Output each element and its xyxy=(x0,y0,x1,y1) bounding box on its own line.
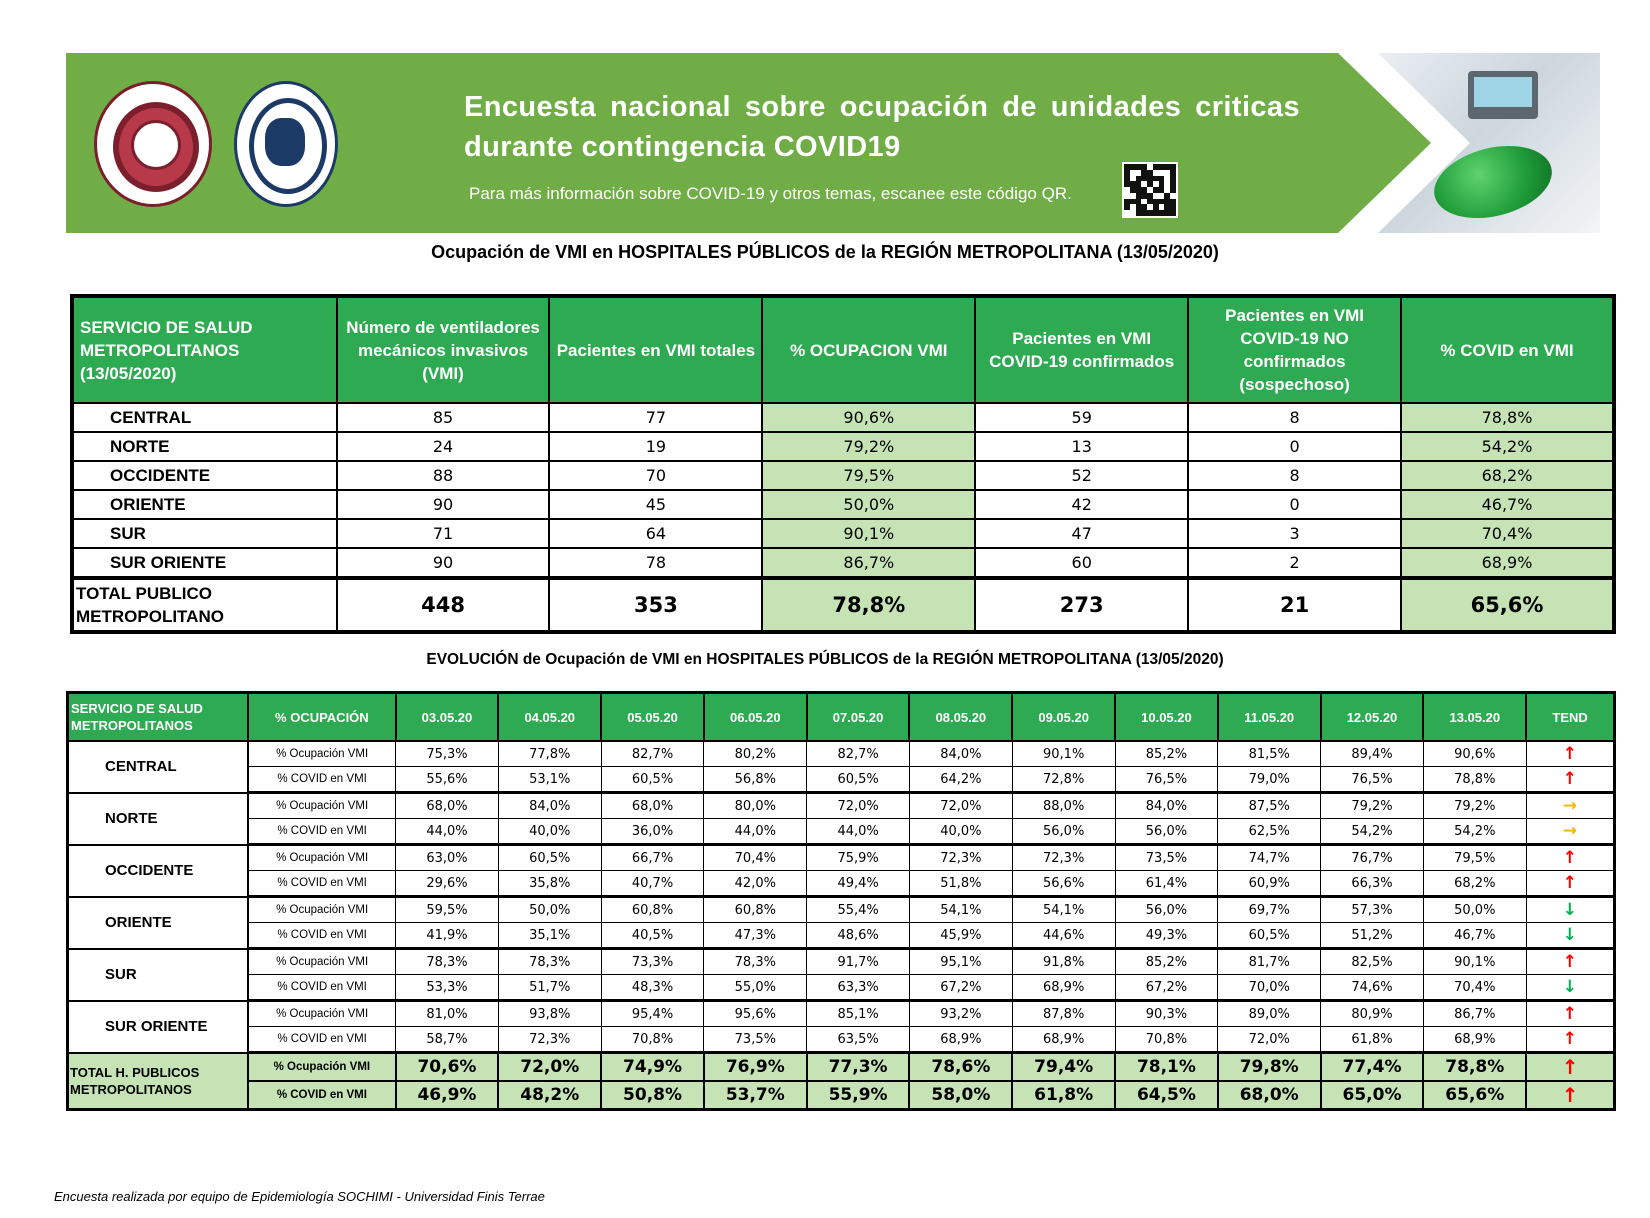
banner-title: Encuesta nacional sobre ocupación de unidades criticas durante contingencia COVID19 xyxy=(464,91,1300,163)
table2-title: EVOLUCIÓN de Ocupación de VMI en HOSPITALES PÚBLICOS de la REGIÓN METROPOLITANA (13/05/2020) xyxy=(426,651,1224,668)
data-cell: 70,4% xyxy=(704,845,807,871)
data-cell: 24 xyxy=(337,432,550,461)
data-cell: 50,0% xyxy=(498,897,601,923)
total-row xyxy=(72,578,1614,632)
metric-label: % COVID en VMI xyxy=(248,767,395,793)
total-cell: 65,6% xyxy=(1401,578,1614,632)
data-cell: 45 xyxy=(549,490,762,519)
occupancy-table xyxy=(70,294,1616,634)
table-row xyxy=(68,1001,1615,1027)
data-cell: 76,5% xyxy=(1115,767,1218,793)
column-header: 09.05.20 xyxy=(1012,693,1115,742)
data-cell: 77,8% xyxy=(498,741,601,767)
data-cell: 58,7% xyxy=(396,1027,499,1053)
data-cell: 90 xyxy=(337,548,550,578)
column-header: Número de ventiladores mecánicos invasivos (VMI) xyxy=(337,296,550,403)
data-cell: 68,0% xyxy=(601,793,704,819)
data-cell: 54,1% xyxy=(1012,897,1115,923)
service-name: TOTAL H. PUBLICOS METROPOLITANOS xyxy=(68,1053,249,1110)
metric-label: % COVID en VMI xyxy=(248,1027,395,1053)
data-cell: 78,1% xyxy=(1115,1053,1218,1082)
qr-code-icon[interactable] xyxy=(1122,162,1178,218)
data-cell: 85,2% xyxy=(1115,949,1218,975)
data-cell: 85,2% xyxy=(1115,741,1218,767)
column-header: 03.05.20 xyxy=(396,693,499,742)
data-cell: 78,6% xyxy=(909,1053,1012,1082)
data-cell: 70 xyxy=(549,461,762,490)
data-cell: 91,8% xyxy=(1012,949,1115,975)
data-cell: 90,3% xyxy=(1115,1001,1218,1027)
metric-label: % Ocupación VMI xyxy=(248,949,395,975)
data-cell: 64,5% xyxy=(1115,1081,1218,1110)
arrow-down-icon: ↓ xyxy=(1526,923,1614,949)
arrow-up-icon: ↑ xyxy=(1526,949,1614,975)
data-cell: 72,3% xyxy=(498,1027,601,1053)
metric-label: % Ocupación VMI xyxy=(248,1001,395,1027)
data-cell: 81,7% xyxy=(1218,949,1321,975)
data-cell: 77,3% xyxy=(807,1053,910,1082)
data-cell: 50,0% xyxy=(762,490,975,519)
data-cell: 56,0% xyxy=(1012,819,1115,845)
data-cell: 87,8% xyxy=(1012,1001,1115,1027)
data-cell: 53,3% xyxy=(396,975,499,1001)
data-cell: 79,2% xyxy=(1423,793,1526,819)
data-cell: 75,9% xyxy=(807,845,910,871)
data-cell: 66,3% xyxy=(1321,871,1424,897)
data-cell: 82,7% xyxy=(601,741,704,767)
data-cell: 72,0% xyxy=(498,1053,601,1082)
data-cell: 91,7% xyxy=(807,949,910,975)
column-header: 06.05.20 xyxy=(704,693,807,742)
data-cell: 60,9% xyxy=(1218,871,1321,897)
service-name: CENTRAL xyxy=(72,403,337,432)
column-header: 11.05.20 xyxy=(1218,693,1321,742)
data-cell: 79,4% xyxy=(1012,1053,1115,1082)
arrow-down-icon: ↓ xyxy=(1526,897,1614,923)
footer-credit: Encuesta realizada por equipo de Epidemiología SOCHIMI - Universidad Finis Terrae xyxy=(54,1189,545,1204)
column-header: % COVID en VMI xyxy=(1401,296,1614,403)
data-cell: 51,8% xyxy=(909,871,1012,897)
arrow-up-icon: ↑ xyxy=(1526,1001,1614,1027)
data-cell: 81,0% xyxy=(396,1001,499,1027)
data-cell: 90,6% xyxy=(762,403,975,432)
table-row xyxy=(68,949,1615,975)
header-banner xyxy=(66,53,1600,233)
data-cell: 79,8% xyxy=(1218,1053,1321,1082)
table-row xyxy=(72,490,1614,519)
data-cell: 61,8% xyxy=(1321,1027,1424,1053)
data-cell: 90 xyxy=(337,490,550,519)
data-cell: 53,7% xyxy=(704,1081,807,1110)
data-cell: 84,0% xyxy=(909,741,1012,767)
service-name: OCCIDENTE xyxy=(72,461,337,490)
sochimi-logo-center xyxy=(131,120,181,170)
data-cell: 63,3% xyxy=(807,975,910,1001)
data-cell: 64 xyxy=(549,519,762,548)
arrow-up-icon: ↑ xyxy=(1526,845,1614,871)
service-name: SUR ORIENTE xyxy=(68,1001,249,1053)
data-cell: 55,9% xyxy=(807,1081,910,1110)
data-cell: 35,1% xyxy=(498,923,601,949)
data-cell: 46,9% xyxy=(396,1081,499,1110)
data-cell: 67,2% xyxy=(1115,975,1218,1001)
data-cell: 80,2% xyxy=(704,741,807,767)
data-cell: 95,4% xyxy=(601,1001,704,1027)
data-cell: 75,3% xyxy=(396,741,499,767)
column-header: SERVICIO DE SALUD METROPOLITANOS xyxy=(68,693,249,742)
data-cell: 78,3% xyxy=(396,949,499,975)
table-row xyxy=(72,519,1614,548)
table-row xyxy=(68,897,1615,923)
column-header: % OCUPACION VMI xyxy=(762,296,975,403)
data-cell: 55,0% xyxy=(704,975,807,1001)
data-cell: 54,1% xyxy=(909,897,1012,923)
data-cell: 54,2% xyxy=(1321,819,1424,845)
data-cell: 40,5% xyxy=(601,923,704,949)
data-cell: 62,5% xyxy=(1218,819,1321,845)
data-cell: 53,1% xyxy=(498,767,601,793)
table-row xyxy=(68,819,1615,845)
data-cell: 86,7% xyxy=(762,548,975,578)
data-cell: 8 xyxy=(1188,403,1401,432)
table2-header-row xyxy=(68,693,1615,742)
data-cell: 64,2% xyxy=(909,767,1012,793)
data-cell: 78,8% xyxy=(1423,767,1526,793)
data-cell: 19 xyxy=(549,432,762,461)
data-cell: 0 xyxy=(1188,490,1401,519)
data-cell: 67,2% xyxy=(909,975,1012,1001)
data-cell: 69,7% xyxy=(1218,897,1321,923)
data-cell: 70,0% xyxy=(1218,975,1321,1001)
data-cell: 76,9% xyxy=(704,1053,807,1082)
data-cell: 55,4% xyxy=(807,897,910,923)
data-cell: 49,3% xyxy=(1115,923,1218,949)
data-cell: 90,1% xyxy=(1012,741,1115,767)
metric-label: % COVID en VMI xyxy=(248,819,395,845)
arrow-right-icon: → xyxy=(1526,793,1614,819)
data-cell: 93,2% xyxy=(909,1001,1012,1027)
data-cell: 40,7% xyxy=(601,871,704,897)
data-cell: 74,7% xyxy=(1218,845,1321,871)
data-cell: 49,4% xyxy=(807,871,910,897)
data-cell: 50,8% xyxy=(601,1081,704,1110)
column-header: % OCUPACIÓN xyxy=(248,693,395,742)
column-header: 04.05.20 xyxy=(498,693,601,742)
service-name: CENTRAL xyxy=(68,741,249,793)
arrow-up-icon: ↑ xyxy=(1526,1053,1614,1082)
data-cell: 68,9% xyxy=(1012,1027,1115,1053)
data-cell: 80,9% xyxy=(1321,1001,1424,1027)
data-cell: 85,1% xyxy=(807,1001,910,1027)
column-header: Pacientes en VMI totales xyxy=(549,296,762,403)
data-cell: 44,0% xyxy=(704,819,807,845)
data-cell: 54,2% xyxy=(1401,432,1614,461)
table-row xyxy=(68,793,1615,819)
data-cell: 44,0% xyxy=(807,819,910,845)
total-cell: 353 xyxy=(549,578,762,632)
service-name: SUR ORIENTE xyxy=(72,548,337,578)
data-cell: 60,5% xyxy=(601,767,704,793)
table1-title: Ocupación de VMI en HOSPITALES PÚBLICOS de la REGIÓN METROPOLITANA (13/05/2020) xyxy=(431,242,1219,262)
data-cell: 59,5% xyxy=(396,897,499,923)
data-cell: 90,1% xyxy=(1423,949,1526,975)
data-cell: 63,0% xyxy=(396,845,499,871)
data-cell: 72,0% xyxy=(807,793,910,819)
service-name: OCCIDENTE xyxy=(68,845,249,897)
total-label: TOTAL PUBLICO METROPOLITANO xyxy=(72,578,337,632)
table-row xyxy=(68,871,1615,897)
data-cell: 70,8% xyxy=(1115,1027,1218,1053)
data-cell: 42 xyxy=(975,490,1188,519)
data-cell: 2 xyxy=(1188,548,1401,578)
data-cell: 60,8% xyxy=(601,897,704,923)
metric-label: % Ocupación VMI xyxy=(248,793,395,819)
monitor-screen-image xyxy=(1474,77,1532,107)
metric-label: % Ocupación VMI xyxy=(248,741,395,767)
data-cell: 89,0% xyxy=(1218,1001,1321,1027)
data-cell: 72,3% xyxy=(1012,845,1115,871)
column-header: 05.05.20 xyxy=(601,693,704,742)
data-cell: 93,8% xyxy=(498,1001,601,1027)
data-cell: 79,5% xyxy=(1423,845,1526,871)
data-cell: 68,0% xyxy=(396,793,499,819)
total-cell: 273 xyxy=(975,578,1188,632)
data-cell: 87,5% xyxy=(1218,793,1321,819)
data-cell: 79,2% xyxy=(1321,793,1424,819)
data-cell: 45,9% xyxy=(909,923,1012,949)
data-cell: 90,6% xyxy=(1423,741,1526,767)
data-cell: 85 xyxy=(337,403,550,432)
total-row xyxy=(68,1053,1615,1082)
green-bag-image xyxy=(1427,134,1560,229)
data-cell: 41,9% xyxy=(396,923,499,949)
data-cell: 56,0% xyxy=(1115,819,1218,845)
data-cell: 72,3% xyxy=(909,845,1012,871)
data-cell: 84,0% xyxy=(1115,793,1218,819)
arrow-up-icon: ↑ xyxy=(1526,1081,1614,1110)
data-cell: 51,7% xyxy=(498,975,601,1001)
data-cell: 77 xyxy=(549,403,762,432)
column-header: 10.05.20 xyxy=(1115,693,1218,742)
arrow-up-icon: ↑ xyxy=(1526,741,1614,767)
data-cell: 65,6% xyxy=(1423,1081,1526,1110)
finis-terrae-logo xyxy=(234,81,338,207)
data-cell: 63,5% xyxy=(807,1027,910,1053)
metric-label: % Ocupación VMI xyxy=(248,1053,395,1082)
sochimi-logo xyxy=(94,81,212,207)
data-cell: 68,9% xyxy=(909,1027,1012,1053)
metric-label: % Ocupación VMI xyxy=(248,845,395,871)
data-cell: 89,4% xyxy=(1321,741,1424,767)
data-cell: 76,5% xyxy=(1321,767,1424,793)
data-cell: 60,8% xyxy=(704,897,807,923)
column-header: 07.05.20 xyxy=(807,693,910,742)
data-cell: 57,3% xyxy=(1321,897,1424,923)
data-cell: 59 xyxy=(975,403,1188,432)
data-cell: 76,7% xyxy=(1321,845,1424,871)
data-cell: 73,3% xyxy=(601,949,704,975)
data-cell: 55,6% xyxy=(396,767,499,793)
data-cell: 74,6% xyxy=(1321,975,1424,1001)
data-cell: 48,6% xyxy=(807,923,910,949)
data-cell: 95,6% xyxy=(704,1001,807,1027)
data-cell: 65,0% xyxy=(1321,1081,1424,1110)
data-cell: 82,5% xyxy=(1321,949,1424,975)
service-name: ORIENTE xyxy=(68,897,249,949)
data-cell: 70,4% xyxy=(1401,519,1614,548)
data-cell: 36,0% xyxy=(601,819,704,845)
data-cell: 74,9% xyxy=(601,1053,704,1082)
arrow-up-icon: ↑ xyxy=(1526,767,1614,793)
data-cell: 78,3% xyxy=(498,949,601,975)
data-cell: 70,6% xyxy=(396,1053,499,1082)
data-cell: 56,6% xyxy=(1012,871,1115,897)
data-cell: 35,8% xyxy=(498,871,601,897)
data-cell: 48,3% xyxy=(601,975,704,1001)
data-cell: 60 xyxy=(975,548,1188,578)
metric-label: % Ocupación VMI xyxy=(248,897,395,923)
data-cell: 81,5% xyxy=(1218,741,1321,767)
data-cell: 78,8% xyxy=(1401,403,1614,432)
table-row xyxy=(68,845,1615,871)
evolution-table xyxy=(66,691,1616,1111)
data-cell: 8 xyxy=(1188,461,1401,490)
table-row xyxy=(68,923,1615,949)
data-cell: 78,8% xyxy=(1423,1053,1526,1082)
data-cell: 3 xyxy=(1188,519,1401,548)
data-cell: 80,0% xyxy=(704,793,807,819)
column-header: TEND xyxy=(1526,693,1614,742)
data-cell: 13 xyxy=(975,432,1188,461)
data-cell: 44,6% xyxy=(1012,923,1115,949)
data-cell: 66,7% xyxy=(601,845,704,871)
data-cell: 29,6% xyxy=(396,871,499,897)
data-cell: 68,9% xyxy=(1401,548,1614,578)
metric-label: % COVID en VMI xyxy=(248,871,395,897)
data-cell: 40,0% xyxy=(909,819,1012,845)
data-cell: 88,0% xyxy=(1012,793,1115,819)
arrow-up-icon: ↑ xyxy=(1526,871,1614,897)
banner-subtitle: Para más información sobre COVID-19 y otros temas, escanee este código QR. xyxy=(469,184,1072,203)
data-cell: 51,2% xyxy=(1321,923,1424,949)
data-cell: 73,5% xyxy=(704,1027,807,1053)
data-cell: 61,4% xyxy=(1115,871,1218,897)
data-cell: 79,2% xyxy=(762,432,975,461)
data-cell: 95,1% xyxy=(909,949,1012,975)
data-cell: 47 xyxy=(975,519,1188,548)
data-cell: 60,5% xyxy=(1218,923,1321,949)
arrow-down-icon: ↓ xyxy=(1526,975,1614,1001)
data-cell: 56,0% xyxy=(1115,897,1218,923)
column-header: SERVICIO DE SALUD METROPOLITANOS (13/05/2020) xyxy=(72,296,337,403)
total-row xyxy=(68,1081,1615,1110)
data-cell: 54,2% xyxy=(1423,819,1526,845)
column-header: 12.05.20 xyxy=(1321,693,1424,742)
data-cell: 82,7% xyxy=(807,741,910,767)
data-cell: 79,5% xyxy=(762,461,975,490)
data-cell: 60,5% xyxy=(807,767,910,793)
data-cell: 42,0% xyxy=(704,871,807,897)
column-header: Pacientes en VMI COVID-19 confirmados xyxy=(975,296,1188,403)
total-cell: 448 xyxy=(337,578,550,632)
table1-header-row xyxy=(72,296,1614,403)
table-row xyxy=(68,767,1615,793)
table-row xyxy=(72,432,1614,461)
data-cell: 77,4% xyxy=(1321,1053,1424,1082)
data-cell: 0 xyxy=(1188,432,1401,461)
data-cell: 86,7% xyxy=(1423,1001,1526,1027)
service-name: ORIENTE xyxy=(72,490,337,519)
finis-terrae-logo-center xyxy=(265,118,305,166)
total-cell: 21 xyxy=(1188,578,1401,632)
data-cell: 68,2% xyxy=(1401,461,1614,490)
metric-label: % COVID en VMI xyxy=(248,923,395,949)
data-cell: 58,0% xyxy=(909,1081,1012,1110)
data-cell: 72,0% xyxy=(909,793,1012,819)
arrow-up-icon: ↑ xyxy=(1526,1027,1614,1053)
table-row xyxy=(68,1027,1615,1053)
metric-label: % COVID en VMI xyxy=(248,975,395,1001)
metric-label: % COVID en VMI xyxy=(248,1081,395,1110)
data-cell: 78 xyxy=(549,548,762,578)
service-name: SUR xyxy=(72,519,337,548)
data-cell: 78,3% xyxy=(704,949,807,975)
data-cell: 56,8% xyxy=(704,767,807,793)
data-cell: 52 xyxy=(975,461,1188,490)
service-name: NORTE xyxy=(68,793,249,845)
data-cell: 70,4% xyxy=(1423,975,1526,1001)
data-cell: 70,8% xyxy=(601,1027,704,1053)
data-cell: 84,0% xyxy=(498,793,601,819)
data-cell: 68,2% xyxy=(1423,871,1526,897)
column-header: 08.05.20 xyxy=(909,693,1012,742)
data-cell: 46,7% xyxy=(1401,490,1614,519)
service-name: SUR xyxy=(68,949,249,1001)
data-cell: 72,0% xyxy=(1218,1027,1321,1053)
table-row xyxy=(68,975,1615,1001)
data-cell: 48,2% xyxy=(498,1081,601,1110)
data-cell: 68,0% xyxy=(1218,1081,1321,1110)
column-header: 13.05.20 xyxy=(1423,693,1526,742)
table-row xyxy=(72,403,1614,432)
data-cell: 50,0% xyxy=(1423,897,1526,923)
service-name: NORTE xyxy=(72,432,337,461)
total-cell: 78,8% xyxy=(762,578,975,632)
data-cell: 60,5% xyxy=(498,845,601,871)
table-row xyxy=(72,461,1614,490)
data-cell: 40,0% xyxy=(498,819,601,845)
arrow-right-icon: → xyxy=(1526,819,1614,845)
data-cell: 46,7% xyxy=(1423,923,1526,949)
data-cell: 79,0% xyxy=(1218,767,1321,793)
data-cell: 68,9% xyxy=(1012,975,1115,1001)
column-header: Pacientes en VMI COVID-19 NO confirmados (sospechoso) xyxy=(1188,296,1401,403)
data-cell: 47,3% xyxy=(704,923,807,949)
data-cell: 73,5% xyxy=(1115,845,1218,871)
data-cell: 90,1% xyxy=(762,519,975,548)
data-cell: 61,8% xyxy=(1012,1081,1115,1110)
table-row xyxy=(68,741,1615,767)
table-row xyxy=(72,548,1614,578)
data-cell: 44,0% xyxy=(396,819,499,845)
data-cell: 68,9% xyxy=(1423,1027,1526,1053)
data-cell: 71 xyxy=(337,519,550,548)
data-cell: 72,8% xyxy=(1012,767,1115,793)
data-cell: 88 xyxy=(337,461,550,490)
